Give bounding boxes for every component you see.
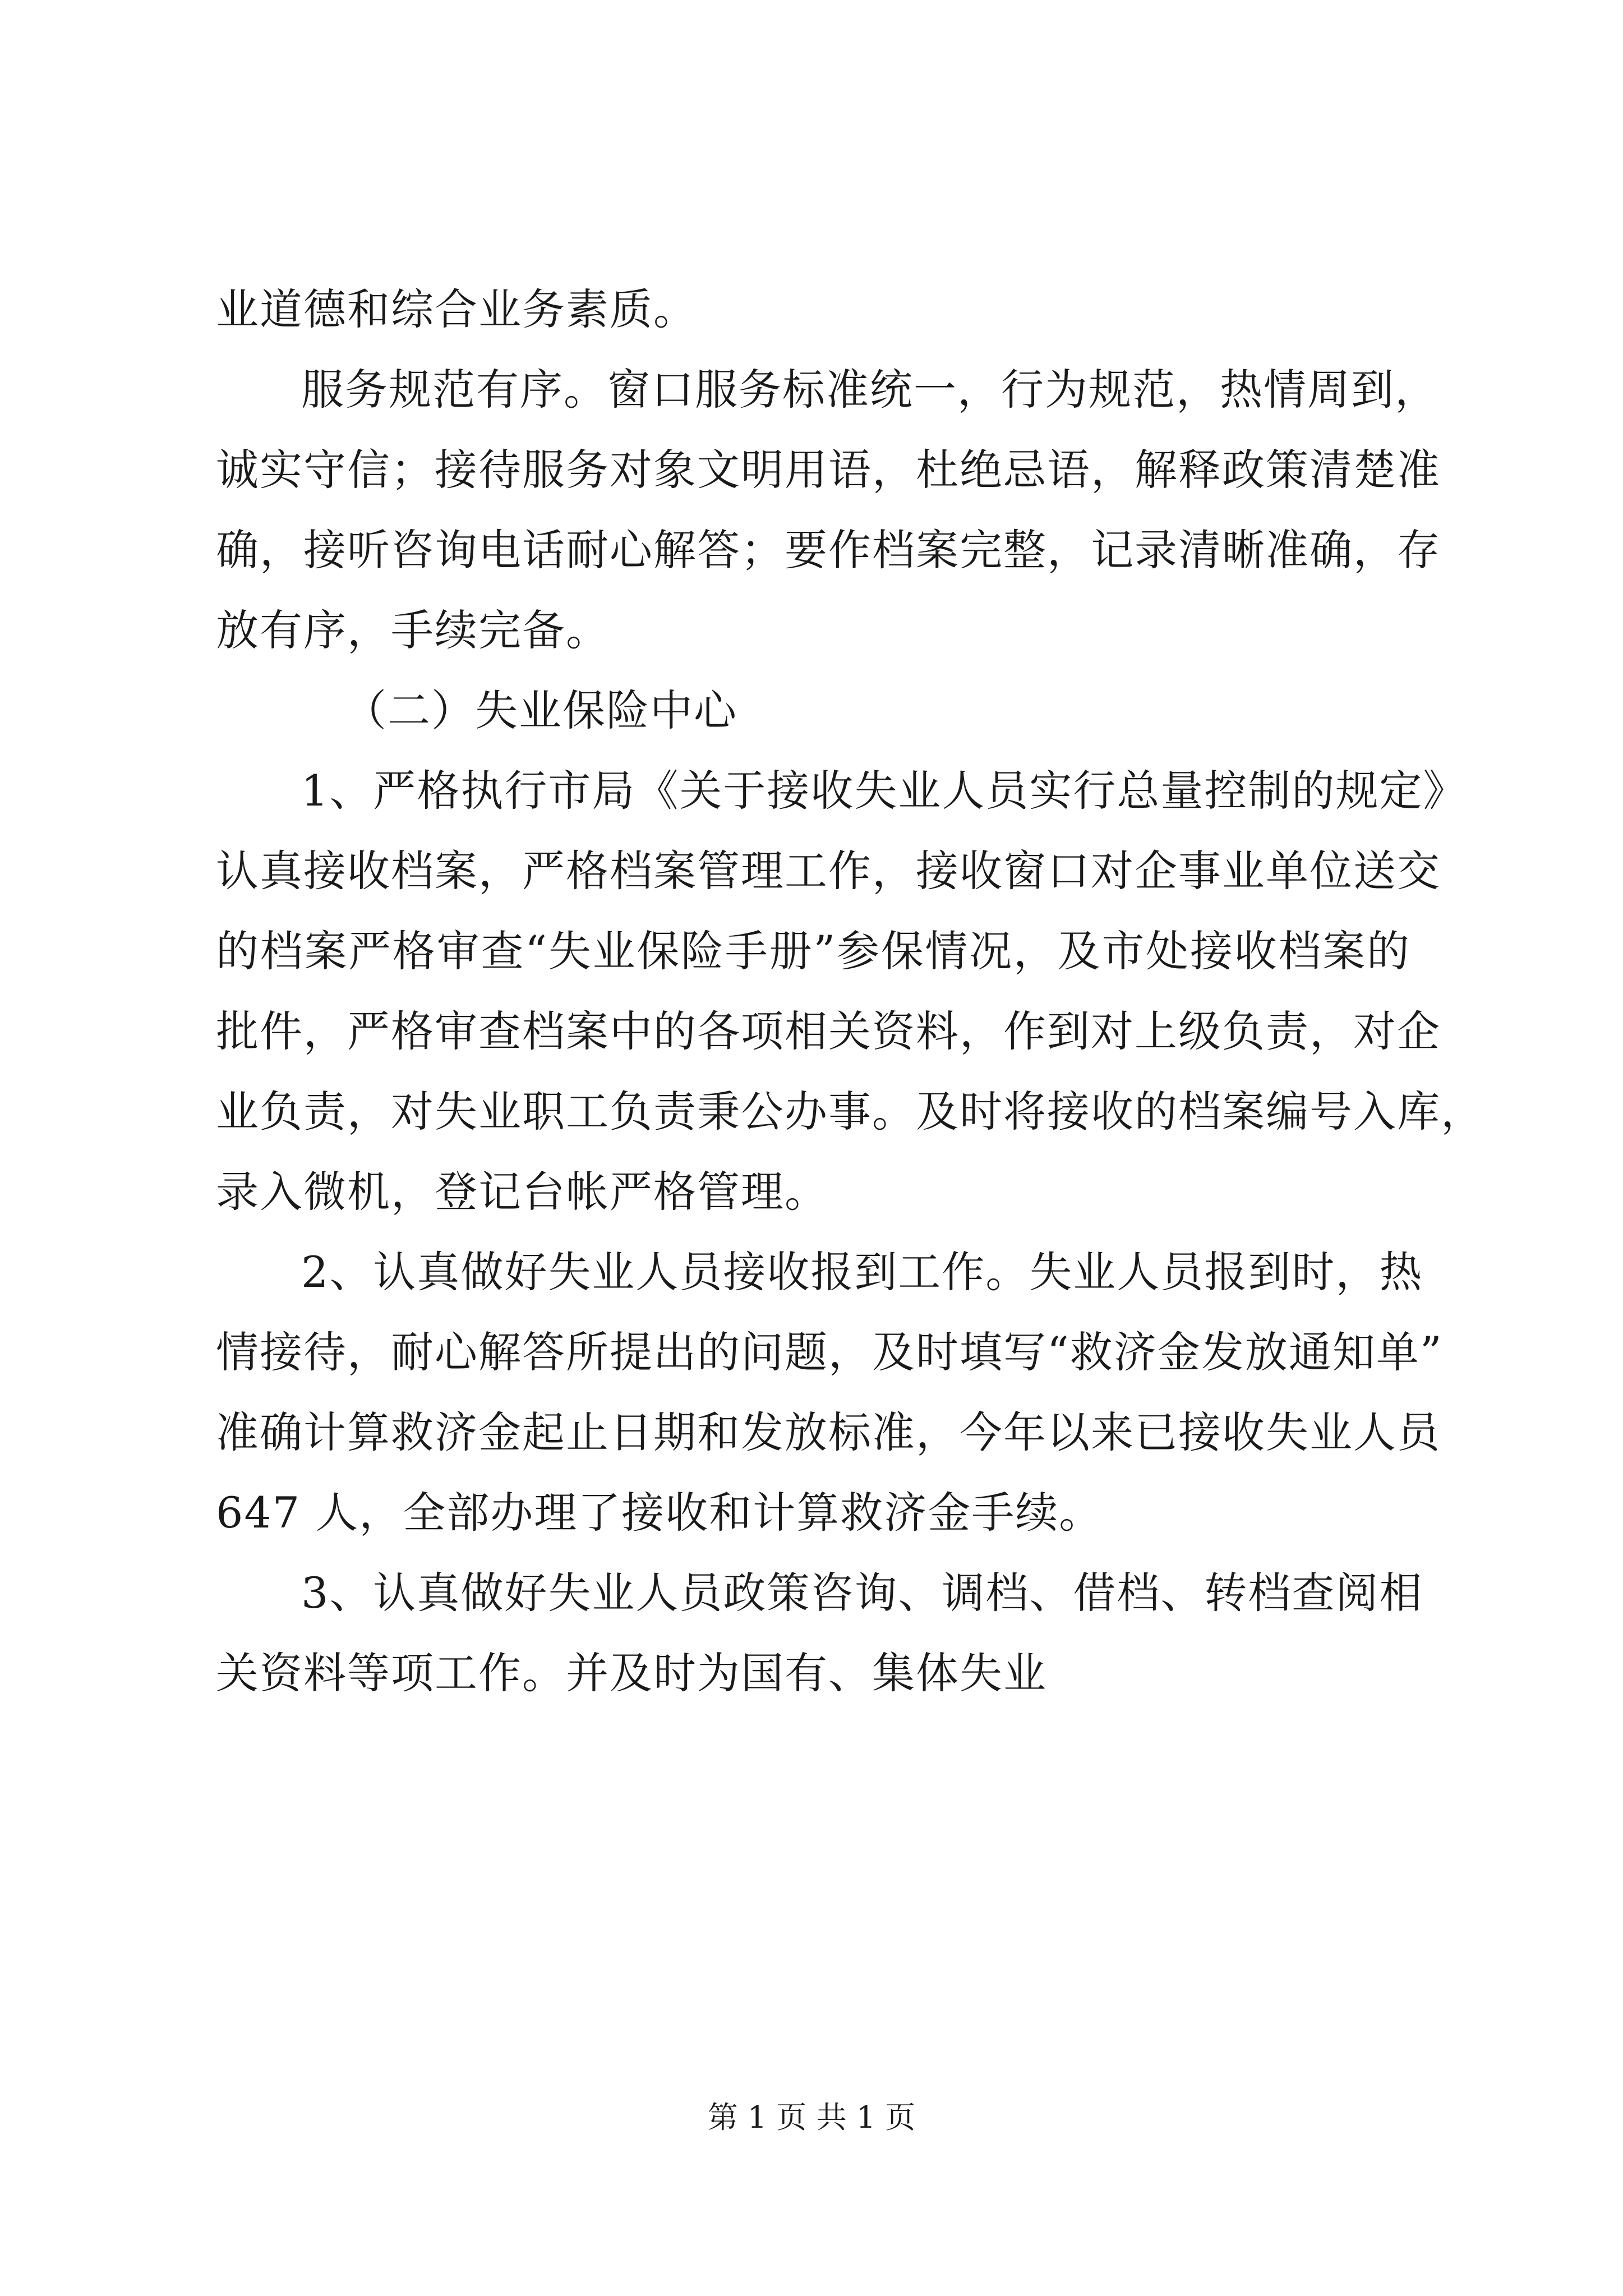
text-line: 业道德和综合业务素质。	[216, 284, 697, 334]
text-line: 的档案严格审查“失业保险手册”参保情况，及市处接收档案的	[216, 926, 1410, 976]
document-body	[216, 269, 1484, 1713]
text-line: 放有序，手续完备。	[216, 605, 610, 655]
text-line: 诚实守信；接待服务对象文明用语，杜绝忌语，解释政策清楚准	[216, 445, 1441, 495]
page-footer	[0, 2098, 1623, 2137]
text-line: 服务规范有序。窗口服务标准统一，行为规范，热情周到，	[301, 365, 1438, 415]
text-line: 3、认真做好失业人员政策咨询、调档、借档、转档查阅相	[301, 1568, 1423, 1618]
text-line: 情接待，耐心解答所提出的问题，及时填写“救济金发放通知单”	[216, 1327, 1443, 1377]
text-line: 1、严格执行市局《关于接收失业人员实行总量控制的规定》	[301, 766, 1467, 816]
text-line: 业负责，对失业职工负责秉公办事。及时将接收的档案编号入库，	[216, 1087, 1484, 1137]
text-line: 2、认真做好失业人员接收报到工作。失业人员报到时，热	[301, 1247, 1423, 1297]
text-line: 录入微机，登记台帐严格管理。	[216, 1167, 828, 1217]
section-heading: （二）失业保险中心	[344, 685, 737, 735]
text-line: 关资料等项工作。并及时为国有、集体失业	[216, 1648, 1047, 1698]
text-line: 准确计算救济金起止日期和发放标准，今年以来已接收失业人员	[216, 1407, 1441, 1457]
text-line: 确，接听咨询电话耐心解答；要作档案完整，记录清晰准确，存	[216, 525, 1441, 575]
text-line: 认真接收档案，严格档案管理工作，接收窗口对企事业单位送交	[216, 846, 1441, 896]
text-line: 647 人，全部办理了接收和计算救济金手续。	[216, 1488, 1103, 1538]
text-line: 批件，严格审查档案中的各项相关资料，作到对上级负责，对企	[216, 1006, 1441, 1056]
page-number-label: 第 1 页 共 1 页	[707, 2100, 916, 2135]
